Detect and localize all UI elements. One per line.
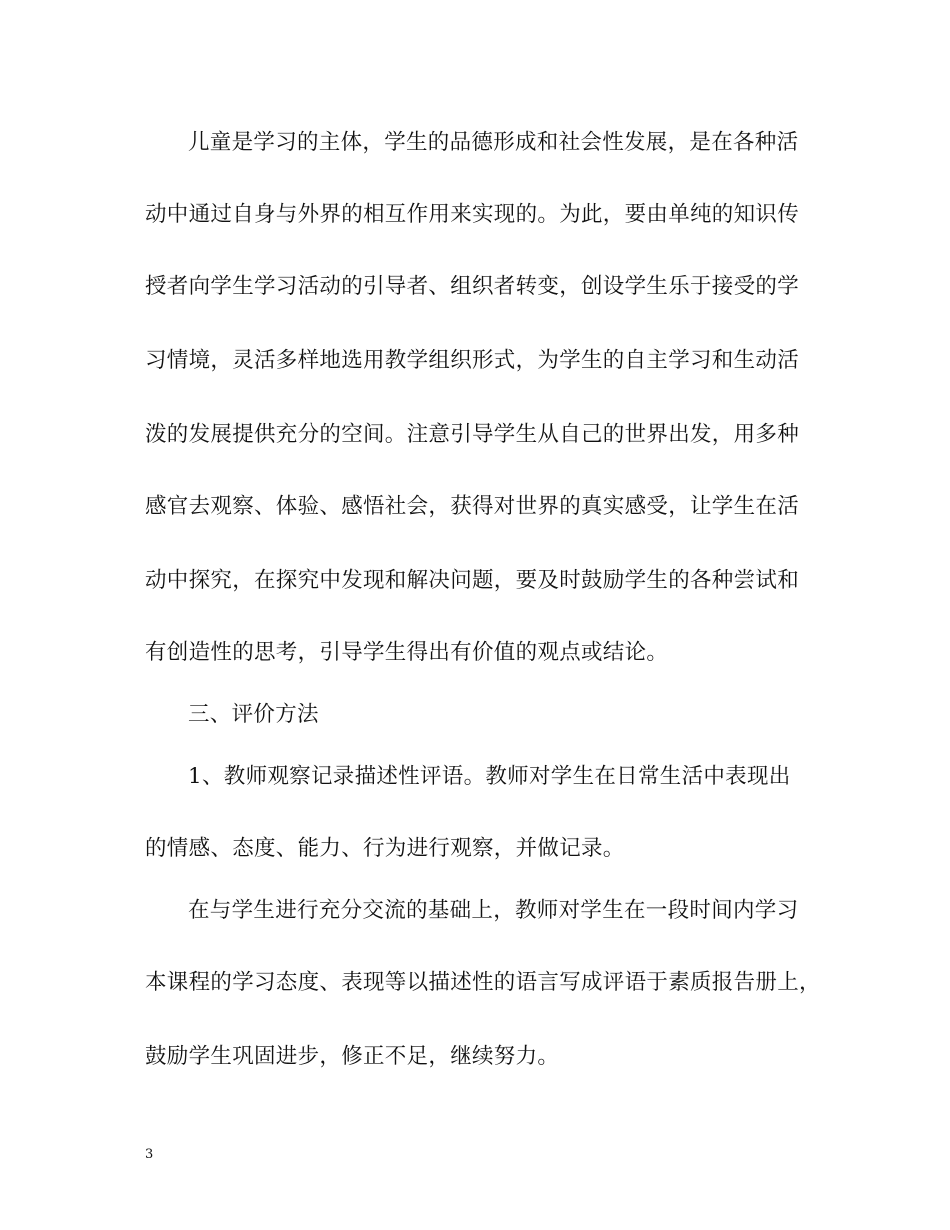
paragraph-line: 的情感、态度、能力、行为进行观察，并做记录。 <box>145 836 625 861</box>
paragraph-line: 动中通过自身与外界的相互作用来实现的。为此，要由单纯的知识传 <box>145 202 800 227</box>
paragraph-line: 泼的发展提供充分的空间。注意引导学生从自己的世界出发，用多种 <box>145 422 800 447</box>
paragraph-line: 动中探究，在探究中发现和解决问题，要及时鼓励学生的各种尝试和 <box>145 568 800 593</box>
paragraph-line: 有创造性的思考，引导学生得出有价值的观点或结论。 <box>145 640 669 665</box>
paragraph-line: 鼓励学生巩固进步，修正不足，继续努力。 <box>145 1044 560 1069</box>
paragraph-line: 1、教师观察记录描述性评语。教师对学生在日常生活中表现出 <box>188 764 791 789</box>
paragraph-line: 习情境，灵活多样地选用教学组织形式，为学生的自主学习和生动活 <box>145 348 800 373</box>
paragraph-line: 授者向学生学习活动的引导者、组织者转变，创设学生乐于接受的学 <box>145 274 800 299</box>
section-heading: 三、评价方法 <box>188 702 319 727</box>
paragraph-line: 感官去观察、体验、感悟社会，获得对世界的真实感受，让学生在活 <box>145 494 800 519</box>
paragraph-line: 在与学生进行充分交流的基础上，教师对学生在一段时间内学习 <box>188 898 799 923</box>
paragraph-line: 本课程的学习态度、表现等以描述性的语言写成评语于素质报告册上， <box>145 970 821 995</box>
paragraph-line: 儿童是学习的主体，学生的品德形成和社会性发展，是在各种活 <box>188 130 799 155</box>
page-number: 3 <box>145 1147 154 1162</box>
